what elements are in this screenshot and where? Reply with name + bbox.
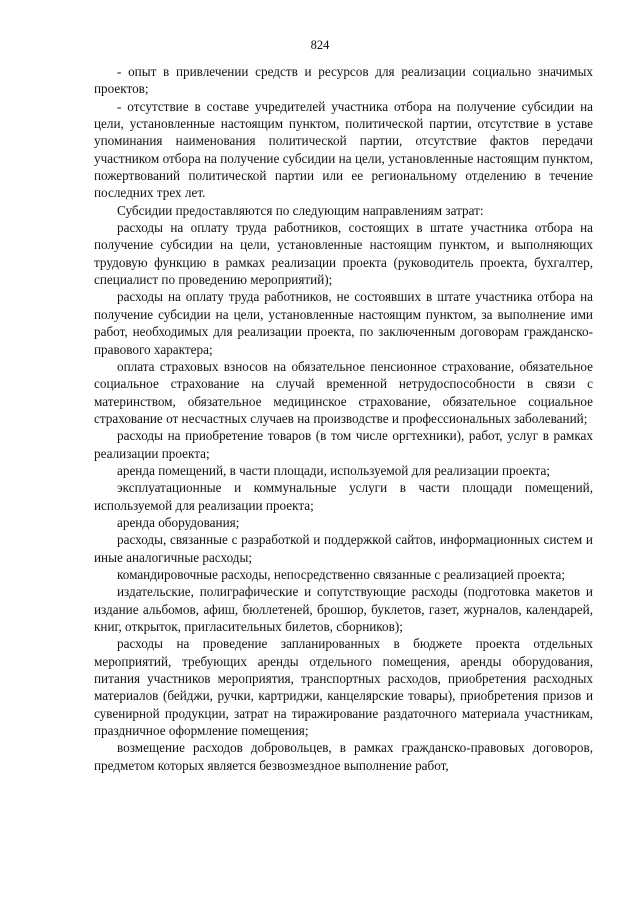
document-body bbox=[94, 63, 593, 774]
paragraph: оплата страховых взносов на обязательное пенсионное страхование, обязательное социальное страхование на случай временной нетрудоспособности в связи с материнством, обязательное медицинское страхование, обязательное социальное страхование от несчастных случаев на производстве и профессиональных заболеваний; bbox=[94, 358, 593, 426]
paragraph: командировочные расходы, непосредственно связанные с реализацией проекта; bbox=[117, 566, 566, 582]
paragraph: расходы на приобретение товаров (в том числе оргтехники), работ, услуг в рамках реализации проекта; bbox=[94, 428, 593, 461]
paragraph: - опыт в привлечении средств и ресурсов для реализации социально значимых проектов; bbox=[94, 64, 593, 97]
paragraph: эксплуатационные и коммунальные услуги в части площади помещений, используемой для реализации проекта; bbox=[94, 480, 593, 513]
paragraph: расходы на оплату труда работников, не состоявших в штате участника отбора на получение субсидии на цели, установленные настоящим пунктом, за выполнение ими работ, необходимых для реализации проекта, по заключенным договорам гражданско-правового характера; bbox=[94, 289, 593, 357]
paragraph: - отсутствие в составе учредителей участника отбора на получение субсидии на цели, установленные настоящим пунктом, политической партии, отсутствие в уставе упоминания наименования политической партии, отсутствие фактов передачи участником отбора на получение субсидии на цели, установленные настоящим пунктом, пожертвований политической партии или ее региональному отделению в течение последних трех лет. bbox=[94, 98, 593, 201]
paragraph: возмещение расходов добровольцев, в рамках гражданско-правовых договоров, предметом которых является безвозмездное выполнение работ, bbox=[94, 740, 593, 773]
paragraph: аренда помещений, в части площади, используемой для реализации проекта; bbox=[117, 462, 550, 478]
paragraph: расходы, связанные с разработкой и поддержкой сайтов, информационных систем и иные аналогичные расходы; bbox=[94, 532, 593, 565]
paragraph: расходы на оплату труда работников, состоящих в штате участника отбора на получение субсидии на цели, установленные настоящим пунктом, и выполняющих трудовую функцию в рамках реализации проекта (руководитель проекта, бухгалтер, специалист по проведению мероприятий); bbox=[94, 220, 593, 288]
paragraph: Субсидии предоставляются по следующим направлениям затрат: bbox=[117, 202, 484, 218]
paragraph: аренда оборудования; bbox=[117, 514, 240, 530]
page-number: 824 bbox=[310, 38, 330, 52]
paragraph: издательские, полиграфические и сопутствующие расходы (подготовка макетов и издание альбомов, афиш, бюллетеней, брошюр, буклетов, газет, журналов, календарей, книг, открыток, пригласительных билетов, сборников); bbox=[94, 584, 593, 634]
paragraph: расходы на проведение запланированных в бюджете проекта отдельных мероприятий, требующих аренды отдельного помещения, аренды оборудования, питания участников мероприятия, транспортных расходов, приобретения расходных материалов (бейджи, ручки, картриджи, канцелярские товары), приобретения призов и сувенирной продукции, затрат на тиражирование раздаточного материала участникам, праздничное оформление помещения; bbox=[94, 636, 593, 739]
